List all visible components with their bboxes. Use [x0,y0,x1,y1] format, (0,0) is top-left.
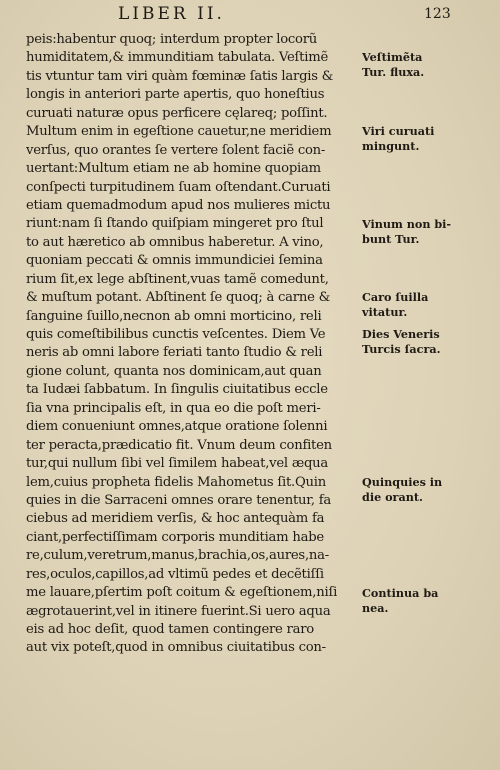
text-line: tur,qui nullum ſibi vel ſimilem habeat,vel æqua [26,456,329,472]
text-line: & muſtum potant. Abſtinent ſe quoq; à carne & [26,290,331,306]
marginal-note-line: Quinquies in [362,474,443,489]
text-line: curuati naturæ opus perficere cęlareq; poſſint. [26,105,328,121]
text-line: ſia vna principalis eſt, in qua eo die poſt meri- [26,400,321,416]
text-line: ſanguine ſuillo,necnon ab omni morticino, reli [26,308,322,324]
text-line: gione colunt, quanta nos dominicam,aut quan [26,363,322,379]
marginal-note-line: nea. [362,600,389,615]
marginal-note-line: die orant. [362,489,423,504]
text-line: me lauare,pſertim poſt coitum & egeſtionem,niſi [26,585,338,601]
marginal-note-line: Continua ba [362,585,439,600]
marginal-note [362,586,494,616]
text-line: re,culum,veretrum,manus,brachia,os,aures,na- [26,548,329,564]
text-line: ciant,perfectiſſimam corporis munditiam habe [26,529,324,545]
text-line: longis in anteriori parte apertis, quo honeſtius [26,87,325,103]
text-line: verſus, quo orantes ſe vertere ſolent faciẽ con- [26,142,326,158]
text-line: ægrotauerint,vel in itinere fuerint.Si uero aqua [26,603,331,619]
marginal-note-line: Viri curuati [362,124,435,139]
text-line: tis vtuntur tam viri quàm fœminæ ſatis largis & [26,68,334,84]
text-line: diem conueniunt omnes,atque oratione ſolenni [26,419,328,435]
text-line: ter peracta,prædicatio fit. Vnum deum confiten [26,437,332,453]
marginal-note-line: vitatur. [362,305,408,320]
text-line: uertant:Multum etiam ne ab homine quopiam [26,161,321,177]
marginal-note [362,475,494,505]
marginal-note-line: Caro ſuilla [362,290,429,305]
text-line: peis:habentur quoq; interdum propter locorũ [26,32,318,47]
text-line: Multum enim in egeſtione cauetur,ne meridiem [26,124,332,140]
marginal-note-line: Dies Veneris [362,327,440,342]
text-line: res,oculos,capillos,ad vltimũ pedes et decẽtiſſi [26,566,324,582]
text-line: quis comeſtibilibus cunctis veſcentes. Diem Ve [26,327,326,342]
text-line: ciebus ad meridiem verſis, & hoc antequàm fa [26,511,325,527]
text-line: humiditatem,& immunditiam tabulata. Veſtimẽ [26,50,329,66]
text-line: riunt:nam ſi ſtando quiſpiam mingeret pro ſtul [26,216,324,232]
running-title: LIBER II. [118,4,225,24]
marginal-note [362,290,494,320]
text-line: lem,cuius propheta fidelis Mahometus ſit.Quin [26,474,327,490]
text-line: rium ſit,ex lege abſtinent,vuas tamẽ comedunt, [26,271,329,287]
page-header [0,4,500,26]
marginal-note-line: Vinum non bi- [362,216,452,231]
marginal-note [362,327,494,357]
text-line: to aut hæretico ab omnibus haberetur. A vino, [26,234,324,250]
main-text-block [26,31,361,658]
marginal-note-line: mingunt. [362,139,420,154]
marginal-note [362,124,494,154]
marginal-note-line: Veſtimẽta [362,50,423,65]
text-line: quoniam peccati & omnis immundiciei ſemina [26,253,323,269]
folio-number: 123 [424,6,451,22]
marginal-note [362,217,494,247]
marginal-note-line: Turcis ſacra. [362,342,441,357]
text-line: ta Iudæi ſabbatum. In ſingulis ciuitatibus eccle [26,382,328,398]
text-line: quies in die Sarraceni omnes orare tenentur, fa [26,492,331,508]
text-line: etiam quemadmodum apud nos mulieres mictu [26,197,331,213]
text-line: neris ab omni labore feriati tanto ſtudio & reli [26,345,323,361]
text-line: aut vix poteſt,quod in omnibus ciuitatibus con- [26,640,326,656]
marginal-note-line: bunt Tur. [362,231,420,246]
text-line: eis ad hoc deſit, quod tamen contingere raro [26,622,314,637]
marginal-note [362,50,494,80]
marginal-note-line: Tur. fluxa. [362,65,425,80]
text-line: conſpecti turpitudinem ſuam oſtendant.Curuati [26,179,331,195]
